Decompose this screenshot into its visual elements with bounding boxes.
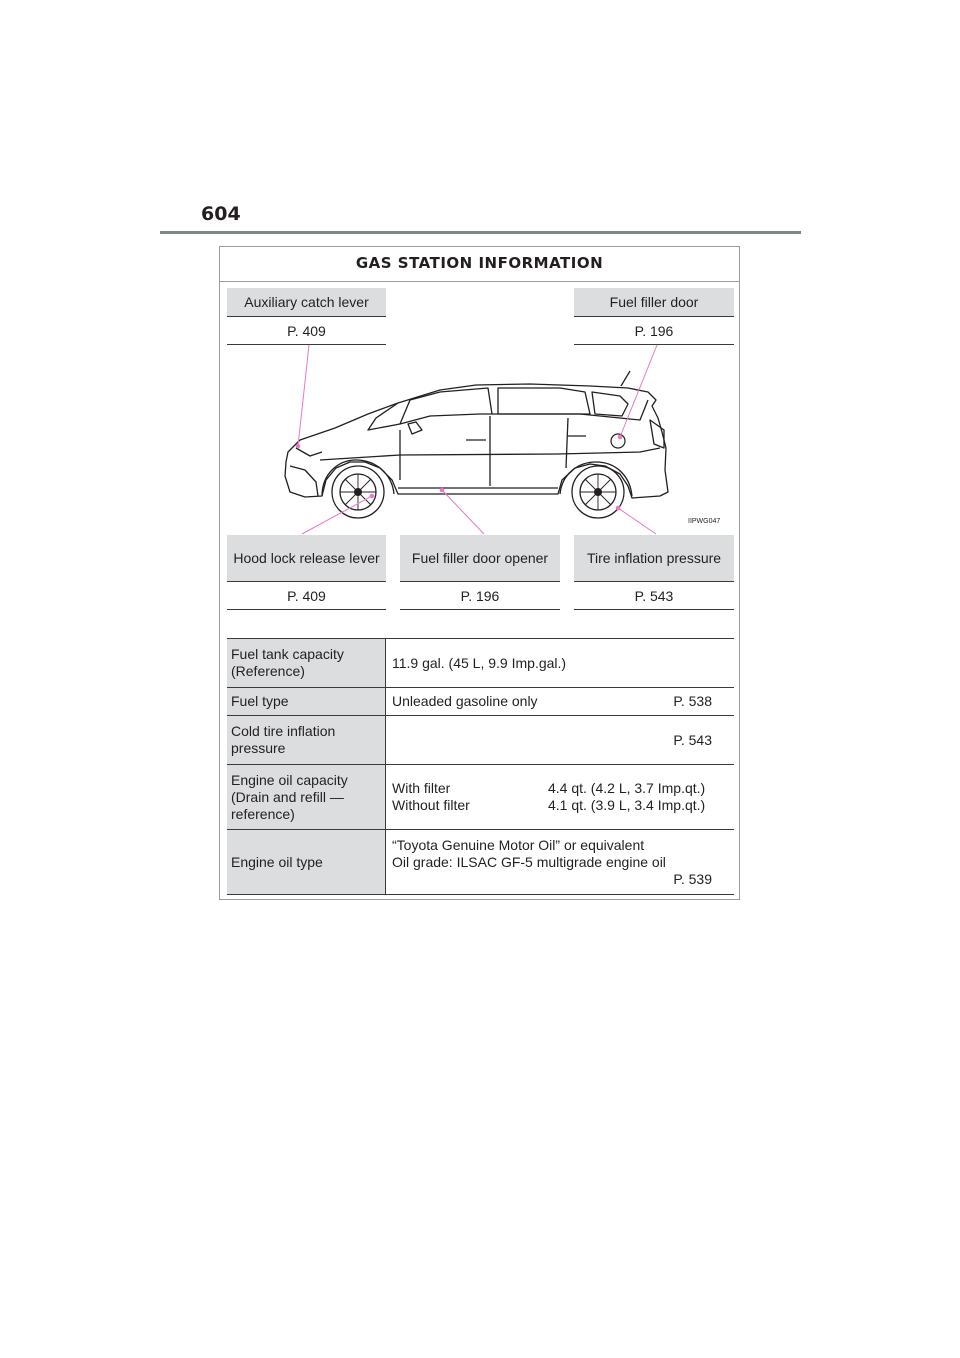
box-title: GAS STATION INFORMATION [220,247,739,282]
label-tire-inflation-pressure: Tire inflation pressure [574,535,734,582]
without-filter-line [392,797,728,814]
page-ref-fuel-filler-door-opener: P. 196 [400,582,560,610]
table-row [227,688,734,716]
page-ref-tire-inflation-pressure: P. 543 [574,582,734,610]
table-row [227,639,734,688]
cold-tire-label: Cold tire inflation pressure [227,716,386,764]
label-fuel-filler-door: Fuel filler door [574,288,734,317]
with-filter-label: With filter [392,780,451,796]
label-hood-lock-release-lever: Hood lock release lever [227,535,386,582]
engine-oil-capacity-label: Engine oil capacity (Drain and refill — reference) [227,765,386,829]
page-ref-auxiliary-catch-lever: P. 409 [227,317,386,345]
fuel-tank-value [386,639,734,687]
engine-oil-type-label: Engine oil type [227,830,386,894]
engine-oil-type-value [386,830,734,894]
table-row [227,830,734,895]
spec-table [227,638,734,895]
cold-tire-value [386,716,734,764]
fuel-tank-capacity: 11.9 gal. (45 L, 9.9 Imp.gal.) [392,654,567,671]
fuel-type-page-ref: P. 538 [673,693,712,709]
label-fuel-filler-door-opener: Fuel filler door opener [400,535,560,582]
engine-oil-capacity-value [386,765,734,829]
page-ref-hood-lock-release-lever: P. 409 [227,582,386,610]
engine-oil-type-line1: “Toyota Genuine Motor Oil” or equivalent [392,836,645,853]
fuel-type-text: Unleaded gasoline only [392,693,538,709]
table-row [227,765,734,830]
with-filter-value: 4.4 qt. (4.2 L, 3.7 Imp.qt.) [548,780,706,796]
without-filter-label: Without filter [392,797,470,813]
with-filter-line [392,780,728,797]
page-ref-fuel-filler-door: P. 196 [574,317,734,345]
page-number: 604 [201,203,241,225]
figure-code: IIPWG047 [688,518,721,525]
engine-oil-type-page-ref: P. 539 [673,870,712,887]
cold-tire-page-ref: P. 543 [673,731,712,748]
without-filter-value: 4.1 qt. (3.9 L, 3.4 Imp.qt.) [548,797,706,813]
fuel-type-value [386,688,734,715]
label-auxiliary-catch-lever: Auxiliary catch lever [227,288,386,317]
fuel-tank-label: Fuel tank capacity (Reference) [227,639,386,687]
engine-oil-type-line2: Oil grade: ILSAC GF-5 multigrade engine oil [392,853,666,870]
fuel-type-label: Fuel type [227,688,386,715]
table-row [227,716,734,765]
